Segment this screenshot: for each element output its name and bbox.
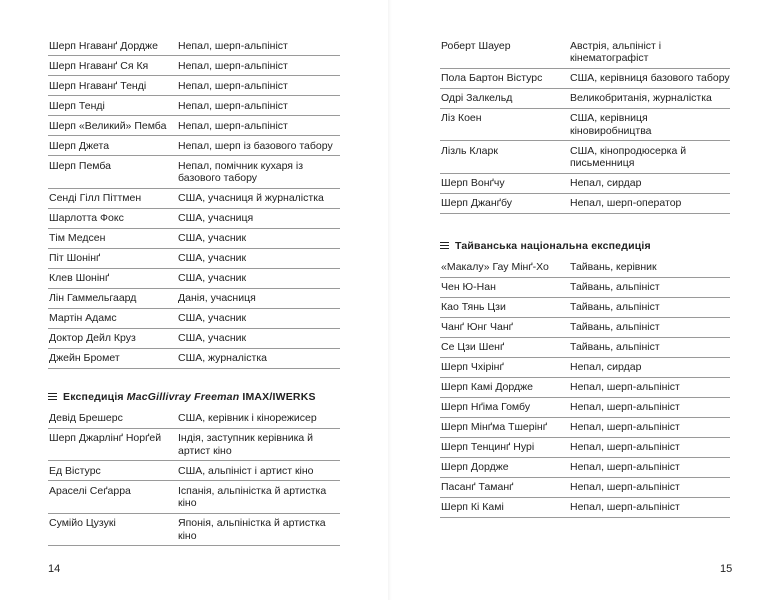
- table-row: [48, 96, 340, 116]
- member-role: Непал, шерп-альпініст: [566, 417, 730, 437]
- table-row: [440, 88, 730, 108]
- member-name: Шерп Чхірінґ: [440, 357, 566, 377]
- member-role: США, учасник: [174, 248, 340, 268]
- table-row: [48, 116, 340, 136]
- table-row: [440, 377, 730, 397]
- table-row: [48, 268, 340, 288]
- member-role: США, кінопродюсерка й письменниця: [566, 141, 730, 174]
- member-role: США, учасник: [174, 328, 340, 348]
- member-name: Шерп Нґіма Гомбу: [440, 397, 566, 417]
- table-row: [48, 188, 340, 208]
- member-name: Ліз Коен: [440, 108, 566, 141]
- member-name: Сенді Гілл Піттмен: [48, 188, 174, 208]
- member-name: Одрі Залкельд: [440, 88, 566, 108]
- section-heading-suffix: IMAX/IWERKS: [242, 390, 316, 403]
- member-name: Шерп Камі Дордже: [440, 377, 566, 397]
- member-role: Тайвань, альпініст: [566, 297, 730, 317]
- table-row: [48, 428, 340, 461]
- member-name: Доктор Дейл Круз: [48, 328, 174, 348]
- member-name: Сумійо Цузукі: [48, 513, 174, 546]
- member-name: Шерп Джарлінґ Норґей: [48, 428, 174, 461]
- member-role: Тайвань, альпініст: [566, 317, 730, 337]
- table-row: [440, 36, 730, 68]
- member-role: Непал, шерп-альпініст: [566, 477, 730, 497]
- member-role: США, учасник: [174, 268, 340, 288]
- member-name: Шерп «Великий» Пемба: [48, 116, 174, 136]
- table-row: [48, 36, 340, 56]
- member-name: Шерп Вонґчу: [440, 173, 566, 193]
- member-name: Чен Ю-Нан: [440, 277, 566, 297]
- table-row: [48, 461, 340, 481]
- member-role: Японія, альпіністка й артистка кіно: [174, 513, 340, 546]
- member-role: Непал, помічник кухаря із базового табору: [174, 156, 340, 189]
- table-row: [48, 348, 340, 368]
- member-role: Тайвань, керівник: [566, 258, 730, 278]
- member-name: Шерп Джета: [48, 136, 174, 156]
- member-role: США, керівниця кіновиробництва: [566, 108, 730, 141]
- table-row: [440, 277, 730, 297]
- table-row: [48, 56, 340, 76]
- member-name: Шерп Кі Камі: [440, 497, 566, 517]
- roster-table-imax: [48, 409, 340, 547]
- table-row: [440, 173, 730, 193]
- table-row: [48, 208, 340, 228]
- member-name: Араселі Сеґарра: [48, 481, 174, 514]
- member-role: США, учасник: [174, 308, 340, 328]
- member-role: Непал, шерп-альпініст: [566, 497, 730, 517]
- member-role: Непал, шерп-альпініст: [174, 116, 340, 136]
- member-role: США, керівник і кінорежисер: [174, 409, 340, 429]
- member-role: Непал, шерп-альпініст: [174, 96, 340, 116]
- member-name: Шерп Дордже: [440, 457, 566, 477]
- table-row: [440, 68, 730, 88]
- table-row: [48, 76, 340, 96]
- table-row: [48, 409, 340, 429]
- section-heading-imax: [48, 391, 340, 403]
- member-role: Непал, шерп-альпініст: [566, 397, 730, 417]
- section-heading-italic: MacGillivray Freeman: [126, 390, 240, 403]
- member-name: Джейн Бромет: [48, 348, 174, 368]
- member-name: Роберт Шауер: [440, 36, 566, 68]
- right-page: [440, 36, 730, 518]
- table-row: [440, 337, 730, 357]
- member-role: Непал, сирдар: [566, 173, 730, 193]
- list-menu-icon: [440, 240, 449, 251]
- member-role: Непал, шерп-альпініст: [174, 56, 340, 76]
- page-number-left: 14: [48, 563, 61, 575]
- member-role: Непал, сирдар: [566, 357, 730, 377]
- page-number-right: 15: [720, 563, 733, 575]
- table-row: [440, 437, 730, 457]
- book-spine: [388, 0, 392, 600]
- member-role: Тайвань, альпініст: [566, 337, 730, 357]
- member-role: Непал, шерп-альпініст: [566, 377, 730, 397]
- member-name: Ед Вістурс: [48, 461, 174, 481]
- member-name: Шерп Мінґма Тшерінґ: [440, 417, 566, 437]
- table-row: [48, 228, 340, 248]
- member-name: «Макалу» Гау Мінґ-Хо: [440, 258, 566, 278]
- roster-table-continued: [48, 36, 340, 369]
- member-name: Шерп Нгаванґ Дордже: [48, 36, 174, 56]
- member-role: США, учасниця й журналістка: [174, 188, 340, 208]
- member-name: Шерп Тенцинґ Нурі: [440, 437, 566, 457]
- member-role: США, альпініст і артист кіно: [174, 461, 340, 481]
- table-row: [48, 248, 340, 268]
- member-role: Іспанія, альпіністка й артистка кіно: [174, 481, 340, 514]
- member-role: Непал, шерп-альпініст: [174, 36, 340, 56]
- member-name: Лін Гаммельгаард: [48, 288, 174, 308]
- section-heading-taiwan: [440, 240, 730, 252]
- table-row: [48, 156, 340, 189]
- table-row: [48, 328, 340, 348]
- member-role: Данія, учасниця: [174, 288, 340, 308]
- table-row: [440, 497, 730, 517]
- member-name: Тім Медсен: [48, 228, 174, 248]
- member-role: США, керівниця базового табору: [566, 68, 730, 88]
- member-role: Великобританія, журналістка: [566, 88, 730, 108]
- member-role: США, учасниця: [174, 208, 340, 228]
- table-row: [48, 136, 340, 156]
- section-heading-prefix: Експедиція: [63, 390, 124, 403]
- member-role: Непал, шерп-альпініст: [174, 76, 340, 96]
- table-row: [440, 457, 730, 477]
- roster-table-taiwan: [440, 258, 730, 518]
- table-row: [440, 357, 730, 377]
- member-name: Пола Бартон Вістурс: [440, 68, 566, 88]
- member-name: Шерп Нгаванґ Тенді: [48, 76, 174, 96]
- table-row: [48, 288, 340, 308]
- member-role: Непал, шерп-альпініст: [566, 457, 730, 477]
- member-name: Клев Шонінґ: [48, 268, 174, 288]
- member-role: Австрія, альпініст і кінематографіст: [566, 36, 730, 68]
- member-role: Індія, заступник керівника й артист кіно: [174, 428, 340, 461]
- member-role: США, журналістка: [174, 348, 340, 368]
- member-name: Пасанґ Таманґ: [440, 477, 566, 497]
- member-role: Непал, шерп із базового табору: [174, 136, 340, 156]
- member-role: Непал, шерп-оператор: [566, 193, 730, 213]
- table-row: [440, 397, 730, 417]
- table-row: [48, 513, 340, 546]
- member-name: Шерп Джанґбу: [440, 193, 566, 213]
- member-name: Лізль Кларк: [440, 141, 566, 174]
- member-role: Непал, шерп-альпініст: [566, 437, 730, 457]
- member-role: Тайвань, альпініст: [566, 277, 730, 297]
- member-name: Као Тянь Цзи: [440, 297, 566, 317]
- table-row: [440, 297, 730, 317]
- roster-table-continued-right: [440, 36, 730, 214]
- table-row: [440, 108, 730, 141]
- table-row: [440, 317, 730, 337]
- member-name: Шерп Пемба: [48, 156, 174, 189]
- member-name: Мартін Адамс: [48, 308, 174, 328]
- section-heading-title: Тайванська національна експедиція: [455, 239, 651, 252]
- left-page: [48, 36, 340, 546]
- table-row: [440, 477, 730, 497]
- member-role: США, учасник: [174, 228, 340, 248]
- member-name: Шерп Тенді: [48, 96, 174, 116]
- table-row: [440, 193, 730, 213]
- list-menu-icon: [48, 391, 57, 402]
- table-row: [48, 308, 340, 328]
- member-name: Девід Брешерс: [48, 409, 174, 429]
- table-row: [440, 141, 730, 174]
- table-row: [440, 258, 730, 278]
- table-row: [48, 481, 340, 514]
- table-row: [440, 417, 730, 437]
- member-name: Чанґ Юнг Чанґ: [440, 317, 566, 337]
- member-name: Шарлотта Фокс: [48, 208, 174, 228]
- member-name: Піт Шонінґ: [48, 248, 174, 268]
- member-name: Се Цзи Шенґ: [440, 337, 566, 357]
- member-name: Шерп Нгаванґ Ся Кя: [48, 56, 174, 76]
